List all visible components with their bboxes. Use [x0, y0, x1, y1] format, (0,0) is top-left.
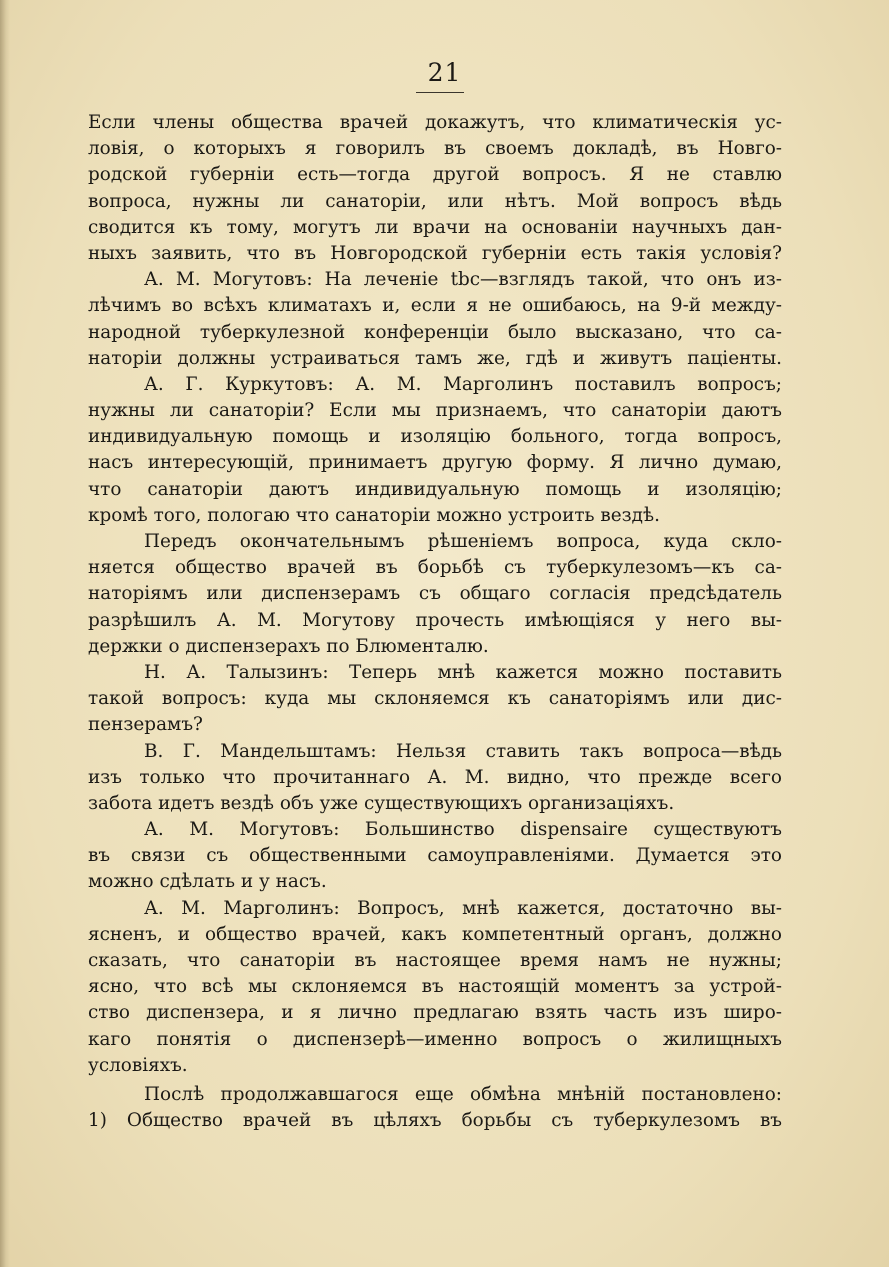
text-line: индивидуальную помощь и изоляцію больного, тогда вопросъ, — [88, 426, 782, 448]
text-line: 1) Общество врачей въ цѣляхъ борьбы съ туберкулезомъ въ — [88, 1110, 782, 1132]
text-line: няется общество врачей въ борьбѣ съ туберкулезомъ—къ са- — [88, 557, 782, 579]
text-line: ловія, о которыхъ я говорилъ въ своемъ докладѣ, въ Новго- — [88, 138, 782, 160]
page-number: 21 — [427, 58, 462, 87]
text-line: условіяхъ. — [88, 1054, 188, 1076]
paragraph-first-line: А. М. Могутовъ: На леченіе tbc—взглядъ такой, что онъ из- — [144, 269, 782, 291]
text-line: народной туберкулезной конференціи было высказано, что са- — [88, 321, 782, 343]
text-line: ство диспензера, и я лично предлагаю взять часть изъ широ- — [88, 1002, 782, 1024]
text-line: изъ только что прочитаннаго А. М. видно, что прежде всего — [88, 766, 782, 788]
text-line: нужны ли санаторіи? Если мы признаемъ, что санаторіи даютъ — [88, 400, 782, 422]
text-line: забота идетъ вездѣ объ уже существующихъ организаціяхъ. — [88, 792, 675, 814]
paragraph-first-line: А. М. Марголинъ: Вопросъ, мнѣ кажется, достаточно вы- — [144, 897, 782, 919]
paragraph-first-line: Послѣ продолжавшагося еще обмѣна мнѣній постановлено: — [144, 1083, 782, 1105]
text-line: что санаторіи даютъ индивидуальную помощь и изоляцію; — [88, 478, 782, 500]
text-line: каго понятія о диспензерѣ—именно вопросъ о жилищныхъ — [88, 1028, 782, 1050]
text-line: наторіямъ или диспензерамъ съ общаго согласія предсѣдатель — [88, 583, 782, 605]
text-line: пензерамъ? — [88, 714, 203, 736]
paragraph-first-line: А. Г. Куркутовъ: А. М. Марголинъ поставилъ вопросъ; — [144, 373, 782, 395]
page-edge-shadow — [0, 0, 10, 1267]
text-line: сводится къ тому, могутъ ли врачи на основаніи научныхъ дан- — [88, 216, 782, 238]
text-line: родской губерніи есть—тогда другой вопросъ. Я не ставлю — [88, 164, 782, 186]
paragraph-first-line: Передъ окончательнымъ рѣшеніемъ вопроса, куда скло- — [144, 531, 782, 552]
text-line: наторіи должны устраиваться тамъ же, гдѣ и живутъ паціенты. — [88, 347, 782, 369]
paragraph-first-line: А. М. Могутовъ: Большинство dispensaire существуютъ — [144, 819, 782, 841]
text-line: въ связи съ общественными самоуправленіями. Думается это — [88, 845, 782, 867]
text-line: ясненъ, и общество врачей, какъ компетентный органъ, должно — [88, 923, 782, 945]
paragraph-first-line: В. Г. Мандельштамъ: Нельзя ставить такъ вопроса—вѣдь — [144, 740, 782, 762]
text-line: ныхъ заявить, что въ Новгородской губерніи есть такія условія? — [88, 242, 782, 264]
text-line: насъ интересующій, принимаетъ другую форму. Я лично думаю, — [88, 452, 782, 474]
page-body-text — [88, 110, 782, 1134]
paragraph-first-line: Н. А. Талызинъ: Теперь мнѣ кажется можно поставить — [144, 661, 782, 683]
text-line: держки о диспензерахъ по Блюменталю. — [88, 635, 489, 657]
text-line: кромѣ того, пологаю что санаторіи можно устроить вездѣ. — [88, 504, 660, 526]
text-line: такой вопросъ: куда мы склоняемся къ санаторіямъ или дис- — [88, 688, 782, 710]
text-line: разрѣшилъ А. М. Могутову прочесть имѣющіяся у него вы- — [88, 609, 782, 631]
text-line: можно сдѣлать и у насъ. — [88, 871, 327, 893]
text-line: сказать, что санаторіи въ настоящее время намъ не нужны; — [88, 950, 782, 971]
text-line: вопроса, нужны ли санаторіи, или нѣтъ. Мой вопросъ вѣдь — [88, 190, 782, 212]
text-line: ясно, что всѣ мы склоняемся въ настоящій моментъ за устрой- — [88, 976, 782, 998]
text-line: Если члены общества врачей докажутъ, что климатическія ус- — [88, 112, 782, 133]
text-line: лѣчимъ во всѣхъ климатахъ и, если я не ошибаюсь, на 9-й между- — [88, 295, 782, 317]
page-number-rule — [416, 92, 464, 93]
